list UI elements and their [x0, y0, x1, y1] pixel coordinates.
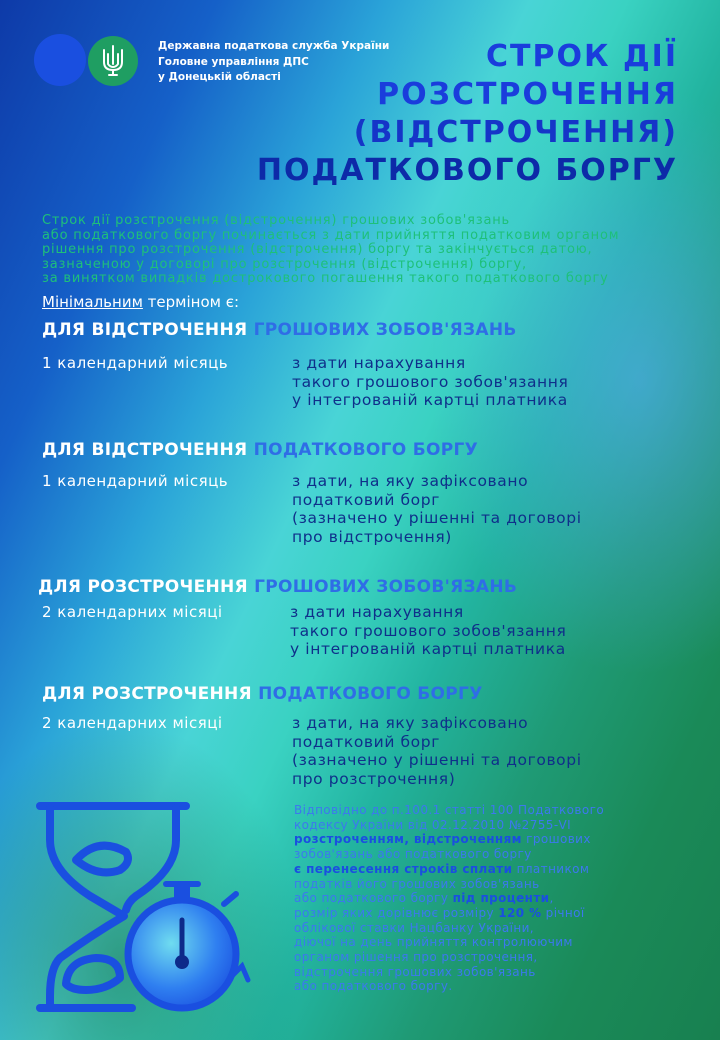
law-bold-fragment: під проценти	[452, 891, 550, 906]
section-heading-accent: ПОДАТКОВОГО БОРГУ	[253, 440, 479, 460]
section-2-period: 1 календарний місяць	[42, 472, 229, 490]
law-text-fragment: діючої на день прийняття контролюючим	[294, 935, 573, 950]
section-heading-main: ДЛЯ ВІДСТРОЧЕННЯ	[42, 440, 254, 460]
law-line	[294, 847, 604, 862]
law-line	[294, 818, 604, 833]
intro-line: зазначеною у договорі про розстрочення (відстрочення) боргу,	[42, 256, 527, 272]
description-line: (зазначено у рішенні та договорі	[292, 751, 582, 769]
title-line-3: (ВІДСТРОЧЕННЯ)	[353, 115, 678, 150]
law-text-fragment: відстрочення грошових зобов'язань	[294, 964, 536, 979]
section-2-description	[292, 472, 582, 546]
hourglass-stopwatch-icon	[36, 800, 266, 1020]
section-4-period: 2 календарних місяці	[42, 714, 223, 732]
minimum-rest: терміном є:	[142, 293, 239, 311]
law-line	[294, 891, 604, 906]
section-heading-accent: ГРОШОВИХ ЗОБОВ'ЯЗАНЬ	[253, 320, 517, 340]
law-text-fragment: кодексу України від 02.12.2010 №2755-VI	[294, 817, 572, 832]
section-1-period: 1 календарний місяць	[42, 354, 229, 372]
description-line: про розстрочення)	[292, 769, 456, 788]
title-line-4: ПОДАТКОВОГО БОРГУ	[256, 153, 678, 188]
description-line: податковий борг	[292, 732, 440, 751]
org-line-3: у Донецькій області	[158, 71, 281, 83]
law-text-fragment: органом рішення про розстрочення,	[294, 950, 538, 965]
description-line: такого грошового зобов'язання	[290, 621, 567, 640]
section-2-heading	[42, 440, 478, 460]
law-line	[294, 877, 604, 892]
description-line: у інтегрованій картці платника	[290, 640, 566, 658]
org-line-2: Головне управління ДПС	[158, 56, 309, 68]
law-line	[294, 906, 604, 921]
law-bold-fragment: є перенесення строків сплати	[294, 861, 513, 876]
description-line: (зазначено у рішенні та договорі	[292, 509, 582, 527]
section-heading-main: ДЛЯ ВІДСТРОЧЕННЯ	[42, 320, 254, 340]
section-heading-accent: ПОДАТКОВОГО БОРГУ	[258, 684, 483, 704]
description-line: з дати нарахування	[290, 603, 464, 621]
law-text-fragment: облікової ставки Нацбанку України,	[294, 920, 535, 935]
intro-line: рішення про розстрочення (відстрочення) боргу та закінчується датою,	[42, 242, 593, 258]
description-line: такого грошового зобов'язання	[292, 372, 569, 391]
law-line	[294, 862, 604, 877]
law-text-fragment: ,	[549, 891, 554, 906]
title-line-2: РОЗСТРОЧЕННЯ	[377, 77, 678, 112]
description-line: у інтегрованій картці платника	[292, 391, 568, 409]
intro-line: Строк дії розстрочення (відстрочення) грошових зобов'язань	[42, 213, 510, 228]
law-reference-paragraph	[294, 803, 604, 994]
org-line-1: Державна податкова служба України	[158, 40, 390, 52]
section-1-description	[292, 354, 568, 410]
minimum-underlined-word: Мінімальним	[42, 293, 143, 311]
law-text-fragment: річної	[541, 905, 585, 920]
section-4-heading	[42, 684, 483, 704]
intro-paragraph	[42, 214, 692, 287]
law-text-fragment: зобов'язань або податкового боргу	[294, 847, 532, 862]
law-bold-fragment: 120 %	[498, 905, 542, 920]
law-line	[294, 979, 604, 994]
intro-line: або податкового боргу починається з дати прийняття податковим органом	[42, 227, 620, 243]
section-3-description	[290, 603, 566, 659]
law-text-fragment: або податкового боргу.	[294, 979, 453, 994]
law-line	[294, 921, 604, 936]
law-text-fragment: Відповідно до п.100.1 статті 100 Податкового	[294, 803, 605, 817]
description-line: про відстрочення)	[292, 527, 452, 546]
title-line-1: СТРОК ДІЇ	[486, 39, 678, 74]
description-line: з дати нарахування	[292, 354, 466, 372]
law-line	[294, 935, 604, 950]
law-text-fragment: платником	[512, 861, 590, 876]
minimum-term-label	[42, 293, 239, 311]
logo-emblem	[88, 36, 138, 86]
law-line	[294, 950, 604, 965]
law-line	[294, 832, 604, 847]
section-heading-accent: ГРОШОВИХ ЗОБОВ'ЯЗАНЬ	[254, 577, 518, 597]
law-text-fragment: розмір яких дорівнює розміру	[294, 905, 499, 920]
law-line	[294, 803, 604, 818]
section-heading-main: ДЛЯ РОЗСТРОЧЕННЯ	[38, 577, 255, 597]
law-text-fragment: податків його грошових зобов'язань	[294, 876, 540, 891]
intro-line: за винятком випадків дострокового погашення такого податкового боргу	[42, 271, 609, 287]
trident-emblem-icon	[100, 44, 126, 78]
description-line: податковий борг	[292, 490, 440, 509]
law-text-fragment: або податкового боргу	[294, 891, 453, 906]
section-heading-main: ДЛЯ РОЗСТРОЧЕННЯ	[42, 684, 259, 704]
law-bold-fragment: розстроченням, відстроченням	[294, 832, 522, 847]
section-4-description	[292, 714, 582, 788]
section-3-period: 2 календарних місяці	[42, 603, 223, 621]
description-line: з дати, на яку зафіксовано	[292, 714, 529, 732]
section-3-heading	[38, 577, 517, 597]
law-line	[294, 965, 604, 980]
section-1-heading	[42, 320, 517, 340]
description-line: з дати, на яку зафіксовано	[292, 472, 529, 490]
logo-blue-circle	[34, 34, 86, 86]
law-text-fragment: грошових	[521, 832, 591, 847]
